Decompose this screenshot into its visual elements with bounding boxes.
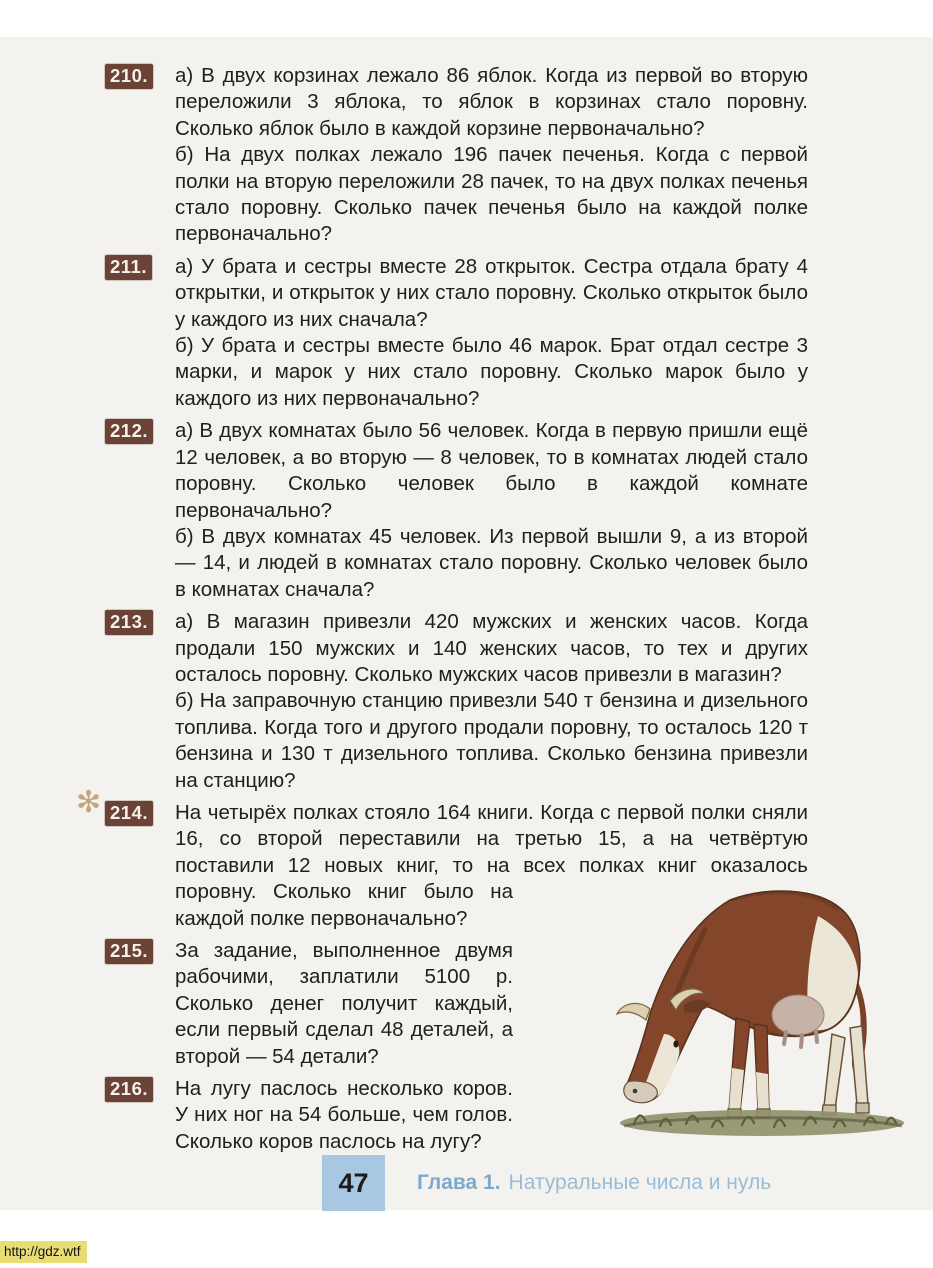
chapter-label: Глава 1. [417, 1171, 501, 1194]
chapter-heading [417, 1171, 771, 1195]
problem-212-part-b: б) В двух комнатах 45 человек. Из первой вышли 9, а из второй — 14, и людей в комнатах стало поровну. Сколько человек было в комнатах сначала? [175, 524, 808, 601]
problem-210-part-a: а) В двух корзинах лежало 86 яблок. Когда из первой во вторую переложили 3 яблока, то яблок в корзинах стало поровну. Сколько яблок было в каждой корзине первоначально? [175, 64, 808, 140]
problem-212-part-a: а) В двух комнатах было 56 человек. Когда в первую пришли ещё 12 человек, а во вторую — 8 человек, то в комнатах людей стало поровну. Сколько человек было в каждой комнате первоначально? [175, 419, 808, 522]
grass-tuft [620, 1110, 904, 1136]
problem-215-text: За задание, выполненное двумя рабочими, заплатили 5100 р. Сколько денег получит каждый, если первый сделал 48 деталей, а второй — 54 детали? [175, 939, 513, 1068]
page-scan-area [0, 37, 933, 1210]
watermark-url: http://gdz.wtf [0, 1241, 87, 1263]
problem-213-part-b: б) На заправочную станцию привезли 540 т бензина и дизельного топлива. Когда того и другого продали поровну, то осталось 120 т бензина и 130 т дизельного топлива. Сколько бензина привезли на станцию? [175, 689, 808, 792]
problem-214-number-badge: 214. [105, 801, 153, 826]
problem-213-part-a: а) В магазин привезли 420 мужских и женских часов. Когда продали 150 мужских и 140 женских часов, то тех и других осталось поровну. Сколько мужских часов привезли в магазин? [175, 610, 808, 686]
problem-214-text: На четырёх полках стояло 164 книги. Когда с первой полки сняли 16, со второй переставили на третью 15, а на четвёртую поставили 12 новых книг, то на всех полках книг оказалось поровну. Сколько книг было на каждой полке первоначально? [175, 800, 808, 930]
problem-211 [105, 254, 808, 412]
problem-211-number-badge: 211. [105, 255, 152, 280]
problem-212-number-badge: 212. [105, 419, 153, 444]
cow-horns [617, 1003, 650, 1020]
problem-211-part-a: а) У брата и сестры вместе 28 открыток. Сестра отдала брату 4 открытки, и открыток у них стало поровну. Сколько открыток было у каждого из них сначала? [175, 254, 808, 331]
problems-column [76, 63, 808, 1161]
cow-eye [673, 1040, 678, 1047]
problem-211-part-b: б) У брата и сестры вместе было 46 марок. Брат отдал сестре 3 марки, и марок у них стало поровну. Сколько марок было у каждого из них первоначально? [175, 334, 808, 410]
grazing-cow-illustration [612, 888, 912, 1153]
problem-210-part-b: б) На двух полках лежало 196 пачек печенья. Когда с первой полки на вторую переложили 28 пачек, то на двух полках печенья стало поровну. Сколько пачек печенья было на каждой полке первоначально? [175, 143, 808, 246]
page-number: 47 [322, 1155, 385, 1211]
cow-udder [772, 995, 824, 1035]
page-footer [322, 1155, 771, 1211]
problem-213-number-badge: 213. [105, 610, 153, 635]
star-marker-icon: ✻ [76, 784, 102, 820]
problem-210 [105, 63, 808, 248]
problem-216-number-badge: 216. [105, 1077, 153, 1102]
problem-216-text: На лугу паслось несколько коров. У них ног на 54 больше, чем голов. Сколько коров паслось на лугу? [175, 1077, 513, 1153]
chapter-title: Натуральные числа и нуль [508, 1171, 772, 1194]
problem-210-number-badge: 210. [105, 64, 153, 89]
problem-213 [105, 609, 808, 794]
problem-215-number-badge: 215. [105, 939, 153, 964]
problem-212 [105, 418, 808, 603]
cow-hind-legs [824, 1034, 845, 1109]
